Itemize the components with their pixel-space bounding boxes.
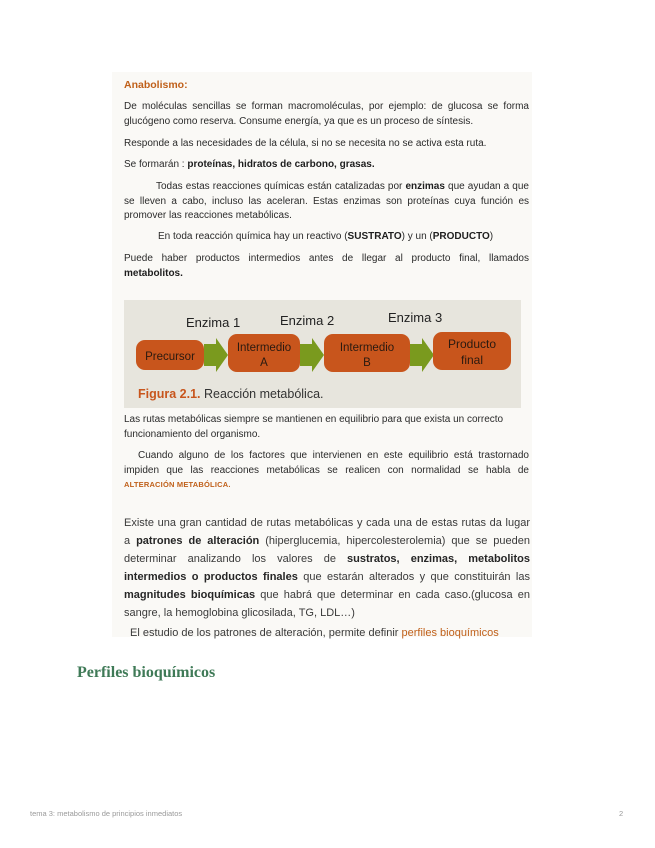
text-span: que ayudan a que se lleven a cabo, incluso las aceleran. Estas enzimas son proteínas cuya función es promover las reacciones metabólicas. xyxy=(124,181,529,221)
anabolismo-paragraph-2: Responde a las necesidades de la célula, si no se necesita no se activa esta ruta. xyxy=(124,138,487,149)
enzyme-label-2: Enzima 2 xyxy=(280,313,335,328)
node-final-product-label-2: final xyxy=(460,353,484,367)
reaction-arrow-2 xyxy=(300,338,324,372)
figure-caption-label: Figura 2.1. xyxy=(138,387,201,401)
reaction-arrow-1 xyxy=(204,338,228,372)
figure-svg xyxy=(124,300,521,408)
bold-span: patrones de alteración xyxy=(136,535,260,547)
text-span: Puede haber productos intermedios antes de llegar al producto final, llamados xyxy=(124,253,529,264)
text-span: que estarán alterados y que constituirán las xyxy=(297,571,530,583)
text-span: ) y un ( xyxy=(401,231,433,242)
node-final-product-label: Producto xyxy=(447,337,497,351)
bold-span: SUSTRATO xyxy=(347,231,402,242)
text-span: Cuando alguno de los factores que intervienen en este equilibrio está trastornado impiden que las reacciones metabólicas se realicen con normalidad se habla de xyxy=(124,450,529,476)
perfiles-bioquimicos-term: perfiles bioquímicos xyxy=(401,627,499,639)
bold-span: proteínas, hidratos de carbono, grasas. xyxy=(187,159,375,170)
node-intermediate-a-label: Intermedio xyxy=(236,342,292,354)
reaction-arrow-3 xyxy=(410,338,434,372)
patrones-paragraph xyxy=(124,514,530,622)
text-span: Existe una gran cantidad de rutas metabólicas y cada una de estas rutas da lugar a xyxy=(124,517,530,547)
bold-span: metabolitos. xyxy=(124,267,183,279)
alteracion-metabolica-term: ALTERACIÓN METABÓLICA. xyxy=(124,480,231,489)
text-span: Se formarán : xyxy=(124,159,188,170)
anabolismo-heading: Anabolismo: xyxy=(124,79,188,91)
footer-text: tema 3: metabolismo de principios inmediatos xyxy=(30,809,183,818)
node-precursor-label: Precursor xyxy=(145,351,195,363)
node-intermediate-b-label: Intermedio xyxy=(339,342,395,354)
anabolismo-paragraph-4 xyxy=(124,180,529,224)
text-span: que habrá que determinar en cada caso.(glucosa en sangre, la hemoglobina glicosilada, TG, LDL…) xyxy=(124,589,530,619)
equilibrio-paragraph-1: Las rutas metabólicas siempre se mantienen en equilibrio para que exista un correcto funcionamiento del organismo. xyxy=(124,414,504,440)
anabolismo-paragraph-5 xyxy=(158,230,538,245)
figure-caption xyxy=(138,387,324,401)
text-span: (hiperglucemia, hipercolesterolemia) que se pueden determinar analizando los valores de xyxy=(124,535,530,565)
page-number: 2 xyxy=(619,809,624,818)
text-span: En toda reacción química hay un reactivo ( xyxy=(158,231,348,242)
section-title: Perfiles bioquímicos xyxy=(77,664,216,681)
magnitudes-bioquimicas-term: magnitudes bioquímicas xyxy=(124,589,256,601)
enzyme-label-1: Enzima 1 xyxy=(186,315,241,330)
bold-span: PRODUCTO xyxy=(432,231,490,242)
bold-span: enzimas xyxy=(405,181,445,192)
text-span: El estudio de los patrones de alteración, permite definir xyxy=(130,627,402,639)
estudio-paragraph xyxy=(130,624,530,642)
anabolismo-paragraph-6 xyxy=(124,252,529,281)
equilibrio-paragraph-2 xyxy=(124,449,529,493)
node-intermediate-b-letter: B xyxy=(363,357,371,369)
bold-span: sustratos, enzimas, metabolitos intermedios o productos finales xyxy=(124,553,530,583)
text-span: Todas estas reacciones químicas están catalizadas por xyxy=(156,181,406,192)
node-intermediate-a-letter: A xyxy=(260,357,268,369)
anabolismo-paragraph-3 xyxy=(124,158,529,173)
enzyme-label-3: Enzima 3 xyxy=(388,310,443,325)
text-span: ) xyxy=(489,231,494,242)
metabolic-reaction-figure xyxy=(124,300,521,408)
figure-caption-text: Reacción metabólica. xyxy=(200,387,324,401)
anabolismo-paragraph-1: De moléculas sencillas se forman macromoléculas, por ejemplo: de glucosa se forma glucógeno como reserva. Consume energía, ya que es un proceso de síntesis. xyxy=(124,101,529,127)
